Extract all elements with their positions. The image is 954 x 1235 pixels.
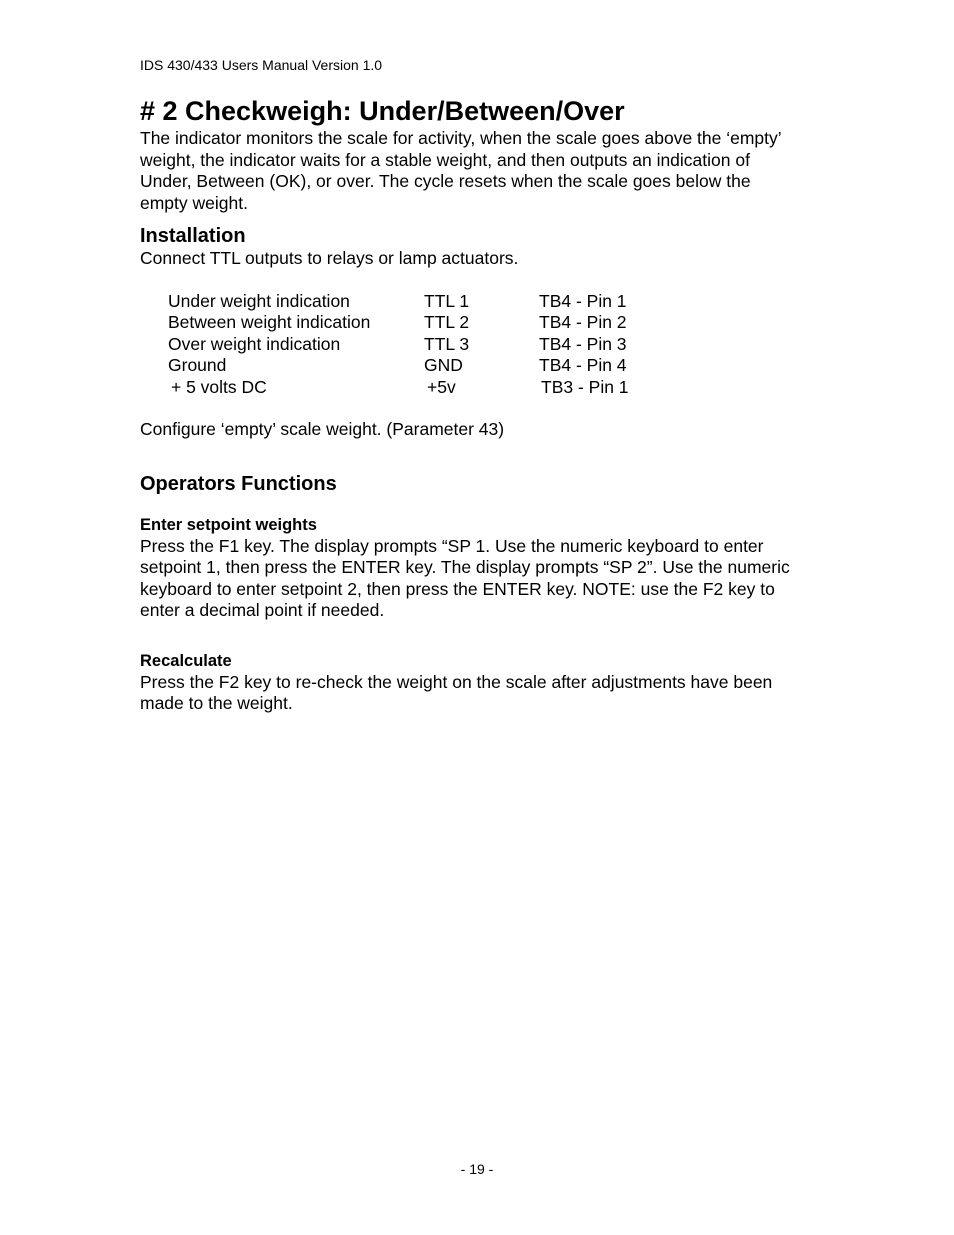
- installation-section: [140, 224, 800, 441]
- row-pin: TB3 - Pin 1: [541, 376, 629, 397]
- intro-paragraph: The indicator monitors the scale for activity, when the scale goes above the ‘empty’ weight, the indicator waits for a stable weight, and then outputs an indication of Under, Between (OK), or over. The cycle resets when the scale goes below the empty weight.: [140, 128, 782, 213]
- row-pin: TB4 - Pin 3: [539, 333, 627, 354]
- row-signal: TTL 3: [424, 333, 470, 354]
- operators-heading: Operators Functions: [140, 472, 337, 495]
- row-description: Between weight indication: [168, 312, 371, 332]
- row-signal: TTL 2: [424, 312, 470, 332]
- row-signal: TTL 1: [424, 290, 470, 311]
- table-row: [168, 355, 661, 377]
- installation-heading: Installation: [140, 225, 246, 247]
- installation-text: Connect TTL outputs to relays or lamp actuators.: [140, 248, 519, 268]
- enter-setpoint-text: Press the F1 key. The display prompts “SP 1. Use the numeric keyboard to enter setpoint 1, then press the ENTER key. The display prompts “SP 2”. Use the numeric keyboard to enter setpoint 2, then press the ENTER key. NOTE: use the F2 key to enter a decimal point if needed.: [140, 535, 790, 620]
- page-header: IDS 430/433 Users Manual Version 1.0: [140, 57, 383, 73]
- enter-setpoint-section: [140, 515, 800, 622]
- row-pin: TB4 - Pin 1: [539, 290, 627, 311]
- operators-section: [140, 472, 800, 715]
- row-signal: GND: [424, 355, 463, 375]
- table-row: [168, 312, 661, 334]
- page-number: - 19 -: [460, 1161, 494, 1177]
- page-title: # 2 Checkweigh: Under/Between/Over: [140, 96, 625, 126]
- row-description: Over weight indication: [168, 333, 341, 354]
- row-description: + 5 volts DC: [171, 376, 267, 397]
- table-row: [168, 334, 661, 356]
- recalculate-section: [140, 651, 800, 715]
- enter-setpoint-heading: Enter setpoint weights: [140, 515, 317, 534]
- pin-assignment-table: [168, 291, 661, 399]
- recalculate-heading: Recalculate: [140, 651, 232, 670]
- recalculate-text: Press the F2 key to re-check the weight on the scale after adjustments have been made to the weight.: [140, 671, 773, 713]
- document-body: [140, 94, 800, 715]
- table-row: [168, 291, 661, 313]
- row-pin: TB4 - Pin 4: [539, 355, 627, 375]
- table-row: [168, 377, 661, 399]
- row-description: Under weight indication: [168, 290, 350, 311]
- configure-text: Configure ‘empty’ scale weight. (Parameter 43): [140, 419, 505, 439]
- row-pin: TB4 - Pin 2: [539, 312, 627, 332]
- row-description: Ground: [168, 355, 227, 375]
- row-signal: +5v: [427, 376, 456, 397]
